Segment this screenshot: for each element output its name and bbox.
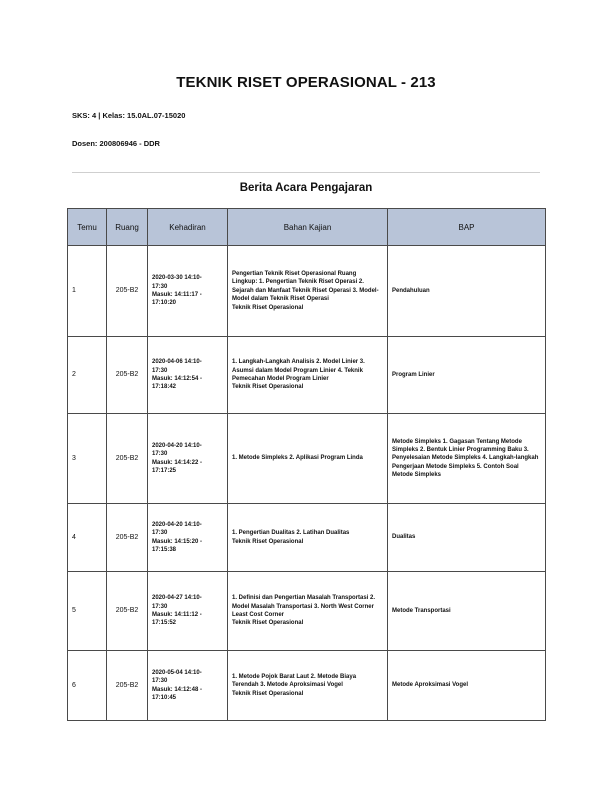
cell-bap: Metode Transportasi [388, 572, 546, 651]
cell-bap: Metode Simpleks 1. Gagasan Tentang Metode Simpleks 2. Bentuk Linier Programming Baku 3. Penyelesaian Metode Simpleks 4. Langkah-langkah Pengerjaan Metode Simpleks 5. Contoh Soal Metode Simpleks [388, 414, 546, 504]
table-row [68, 414, 546, 504]
teaching-log-table [67, 208, 546, 721]
cell-ruang: 205-B2 [107, 572, 148, 651]
bahan-subject: Teknik Riset Operasional [232, 690, 304, 697]
bahan-text: 1. Pengertian Dualitas 2. Latihan Dualitas [232, 530, 350, 537]
cell-bahan-kajian [228, 651, 388, 721]
course-title: TEKNIK RISET OPERASIONAL - 213 [176, 74, 436, 91]
bahan-text: 1. Definisi dan Pengertian Masalah Transportasi 2. Model Masalah Transportasi 3. North West Corner Least Cost Corner [232, 595, 376, 618]
cell-ruang: 205-B2 [107, 504, 148, 572]
cell-kehadiran: 2020-04-20 14:10- 17:30 Masuk: 14:15:20 - 17:15:38 [148, 504, 228, 572]
course-lecturer: Dosen: 200806946 - DDR [72, 139, 160, 148]
header-ruang: Ruang [107, 209, 148, 246]
divider [72, 172, 540, 173]
table-row [68, 246, 546, 337]
bahan-text: 1. Metode Simpleks 2. Aplikasi Program Linda [232, 455, 363, 462]
course-sks-class: SKS: 4 | Kelas: 15.0AL.07-15020 [72, 111, 186, 120]
cell-bahan-kajian [228, 337, 388, 414]
cell-bap: Dualitas [388, 504, 546, 572]
table-row [68, 572, 546, 651]
bahan-text: Pengertian Teknik Riset Operasional Ruang Lingkup: 1. Pengertian Teknik Riset Operasi 2. Sejarah dan Manfaat Teknik Riset Operasi 3. Model-Model dalam Teknik Riset Operasi [232, 271, 379, 303]
cell-kehadiran: 2020-03-30 14:10- 17:30 Masuk: 14:11:17 - 17:10:20 [148, 246, 228, 337]
table-row [68, 651, 546, 721]
bahan-text: 1. Metode Pojok Barat Laut 2. Metode Biaya Terendah 3. Metode Aproksimasi Vogel [232, 673, 357, 689]
bahan-subject: Teknik Riset Operasional [232, 620, 304, 627]
header-bap: BAP [388, 209, 546, 246]
cell-temu: 4 [68, 504, 107, 572]
cell-bap: Pendahuluan [388, 246, 546, 337]
bahan-text: 1. Langkah-Langkah Analisis 2. Model Linier 3. Asumsi dalam Model Program Linier 4. Teknik Pemecahan Model Program Linier [232, 359, 365, 382]
section-title: Berita Acara Pengajaran [239, 182, 373, 194]
cell-kehadiran: 2020-05-04 14:10- 17:30 Masuk: 14:12:48 - 17:10:45 [148, 651, 228, 721]
cell-kehadiran: 2020-04-20 14:10- 17:30 Masuk: 14:14:22 - 17:17:25 [148, 414, 228, 504]
header-bahan-kajian: Bahan Kajian [228, 209, 388, 246]
cell-temu: 1 [68, 246, 107, 337]
cell-ruang: 205-B2 [107, 337, 148, 414]
bahan-subject: Teknik Riset Operasional [232, 538, 304, 545]
cell-kehadiran: 2020-04-27 14:10- 17:30 Masuk: 14:11:12 - 17:15:52 [148, 572, 228, 651]
cell-ruang: 205-B2 [107, 414, 148, 504]
cell-ruang: 205-B2 [107, 651, 148, 721]
cell-bahan-kajian [228, 246, 388, 337]
cell-bahan-kajian [228, 504, 388, 572]
cell-temu: 5 [68, 572, 107, 651]
cell-temu: 2 [68, 337, 107, 414]
cell-kehadiran: 2020-04-06 14:10- 17:30 Masuk: 14:12:54 - 17:18:42 [148, 337, 228, 414]
cell-bahan-kajian [228, 414, 388, 504]
bahan-subject: Teknik Riset Operasional [232, 304, 304, 311]
table-header-row [68, 209, 546, 246]
cell-temu: 3 [68, 414, 107, 504]
cell-bap: Program Linier [388, 337, 546, 414]
cell-ruang: 205-B2 [107, 246, 148, 337]
cell-bap: Metode Aproksimasi Vogel [388, 651, 546, 721]
header-kehadiran: Kehadiran [148, 209, 228, 246]
header-temu: Temu [68, 209, 107, 246]
table-row [68, 504, 546, 572]
bahan-subject: Teknik Riset Operasional [232, 384, 304, 391]
table-row [68, 337, 546, 414]
cell-bahan-kajian [228, 572, 388, 651]
cell-temu: 6 [68, 651, 107, 721]
